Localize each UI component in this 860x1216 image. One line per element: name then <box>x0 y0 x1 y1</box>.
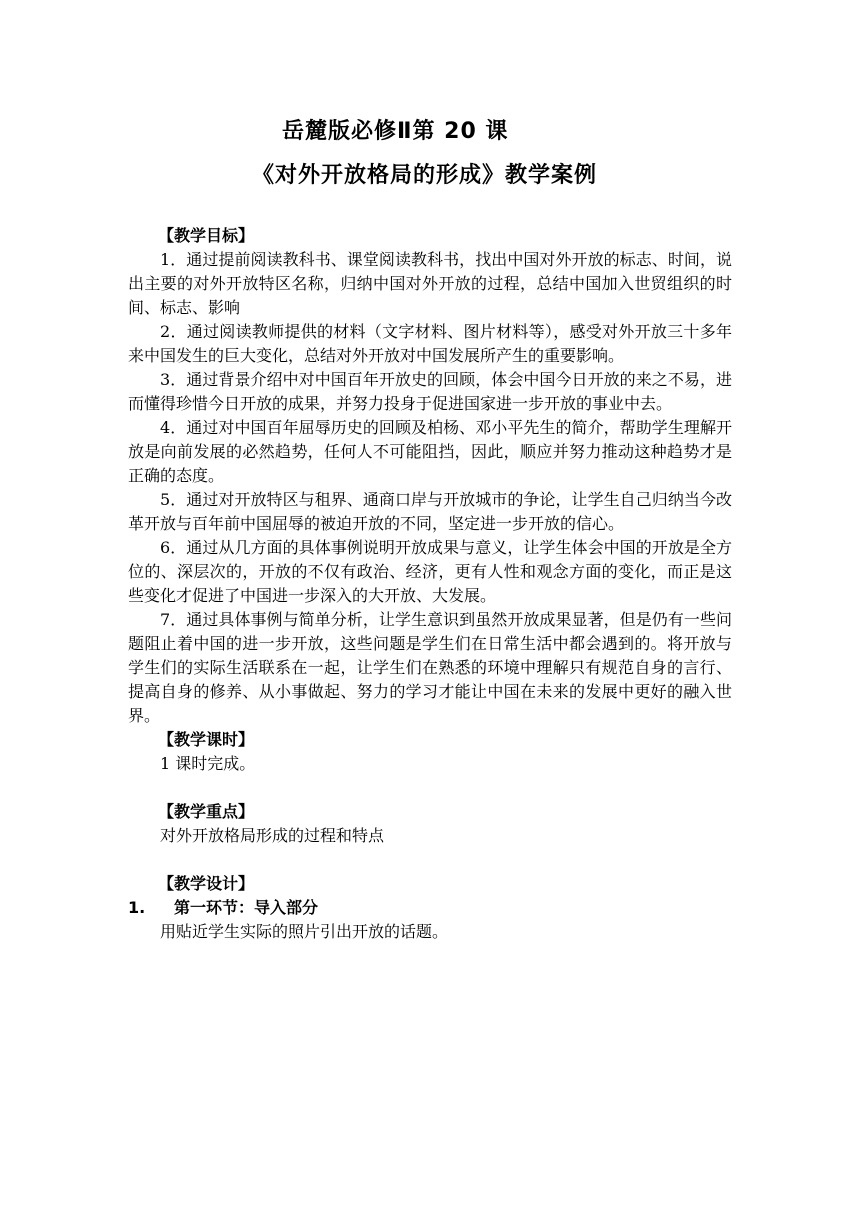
step-text: 用贴近学生实际的照片引出开放的话题。 <box>160 922 449 941</box>
goal-item-6: 6．通过从几方面的具体事例说明开放成果与意义，让学生体会中国的开放是全方位的、深层次的，开放的不仅有政治、经济，更有人性和观念方面的变化，而正是这些变化才促进了中国进一步深入的大开放、大发展。 <box>128 538 732 605</box>
section-gap <box>128 848 732 872</box>
hours-text: 1 课时完成。 <box>160 754 256 773</box>
design-step-1 <box>128 896 732 920</box>
hours-heading: 【教学课时】 <box>158 730 255 749</box>
goal-item-2: 2．通过阅读教师提供的材料（文字材料、图片材料等），感受对外开放三十多年来中国发生的巨大变化，总结对外开放对中国发展所产生的重要影响。 <box>128 322 732 365</box>
step-title: 第一环节：导入部分 <box>174 898 319 917</box>
section-gap <box>128 776 732 800</box>
focus-text: 对外开放格局形成的过程和特点 <box>160 826 385 845</box>
focus-heading: 【教学重点】 <box>158 802 255 821</box>
goals-heading: 【教学目标】 <box>158 226 255 245</box>
goal-item-7: 7．通过具体事例与简单分析，让学生意识到虽然开放成果显著，但是仍有一些问题阻止着中国的进一步开放，这些问题是学生们在日常生活中都会遇到的。将开放与学生们的实际生活联系在一起，让学生们在熟悉的环境中理解只有规范自身的言行、提高自身的修养、从小事做起、努力的学习才能让中国在未来的发展中更好的融入世界。 <box>128 610 732 725</box>
document-title-line2: 《对外开放格局的形成》教学案例 <box>252 163 598 188</box>
goal-item-1: 1．通过提前阅读教科书、课堂阅读教科书，找出中国对外开放的标志、时间，说出主要的对外开放特区名称，归纳中国对外开放的过程，总结中国加入世贸组织的时间、标志、影响 <box>128 250 732 317</box>
goal-item-3: 3．通过背景介绍中对中国百年开放史的回顾，体会中国今日开放的来之不易，进而懂得珍惜今日开放的成果，并努力投身于促进国家进一步开放的事业中去。 <box>128 370 732 413</box>
document-title-line1: 岳麓版必修Ⅱ第 20 课 <box>282 119 509 144</box>
document-body <box>128 224 732 944</box>
goal-item-5: 5．通过对开放特区与租界、通商口岸与开放城市的争论，让学生自己归纳当今改革开放与百年前中国屈辱的被迫开放的不同，坚定进一步开放的信心。 <box>128 490 732 533</box>
goal-item-4: 4．通过对中国百年屈辱历史的回顾及柏杨、邓小平先生的简介，帮助学生理解开放是向前发展的必然趋势，任何人不可能阻挡，因此，顺应并努力推动这种趋势才是正确的态度。 <box>128 418 732 485</box>
step-number: 1. <box>128 898 146 917</box>
design-heading: 【教学设计】 <box>158 874 255 893</box>
